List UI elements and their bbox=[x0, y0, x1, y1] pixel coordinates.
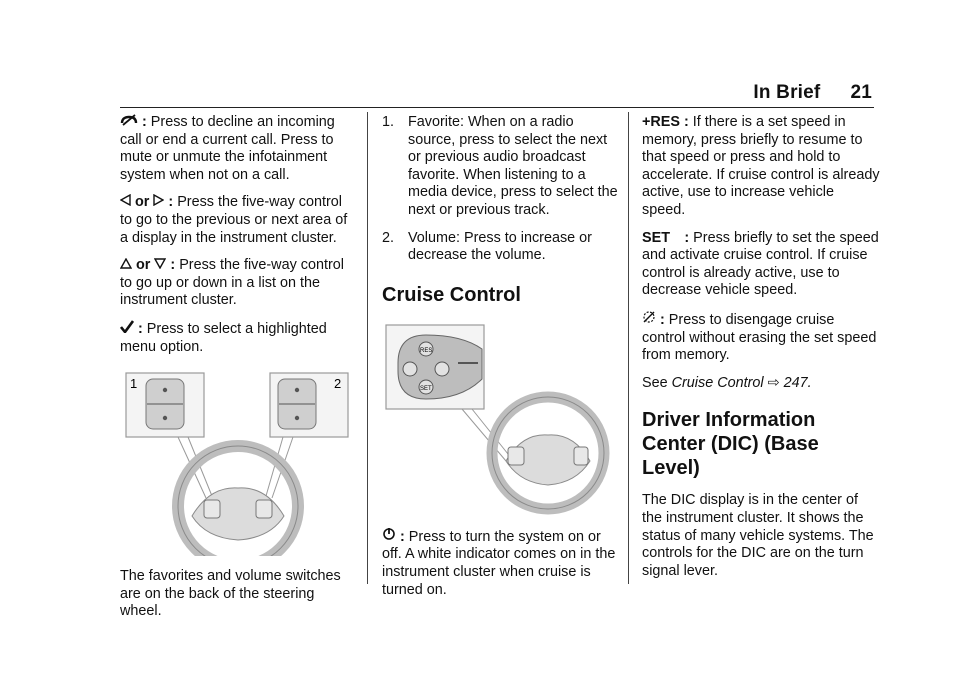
callout-1-label: 1 bbox=[130, 376, 138, 392]
page-number: 21 bbox=[850, 82, 872, 103]
cruise-control-heading: Cruise Control bbox=[382, 283, 521, 306]
list-item: 2. Volume: Press to increase or decrease the volume. bbox=[382, 229, 592, 264]
checkmark-icon bbox=[120, 320, 134, 339]
column-2 bbox=[382, 114, 620, 609]
right-wheel-switch bbox=[574, 447, 588, 465]
column-1 bbox=[120, 114, 352, 631]
cancel-paragraph: : Press to disengage cruise control without erasing the set speed from memory. bbox=[642, 311, 877, 364]
dic-paragraph: The DIC display is in the center of the instrument cluster. It shows the status of many vehicle systems. The controls for the DIC are on the turn signal lever. bbox=[642, 492, 874, 579]
select-paragraph: : Press to select a highlighted menu option. bbox=[120, 320, 327, 355]
left-wheel-switch bbox=[204, 500, 220, 518]
right-wheel-switch bbox=[256, 500, 272, 518]
dic-heading: Driver Information Center (DIC) (Base Level) bbox=[642, 409, 819, 480]
steering-wheel-back-figure bbox=[120, 366, 352, 556]
power-button bbox=[435, 362, 449, 376]
page-ref-number[interactable]: 247. bbox=[783, 374, 812, 391]
column-divider-1 bbox=[367, 112, 368, 584]
svg-text:RES: RES bbox=[420, 347, 433, 354]
end-call-icon bbox=[120, 114, 138, 132]
end-call-paragraph: : Press to decline an incoming call or end a current call. Press to mute or unmute the infotainment system when not on a call. bbox=[120, 114, 335, 183]
cancel-cruise-icon bbox=[642, 310, 656, 330]
column-divider-2 bbox=[628, 112, 629, 584]
res-paragraph: +RES : If there is a set speed in memory, press briefly to resume to that speed or press and hold to accelerate. If cruise control is already active, use to increase vehicle speed. bbox=[642, 114, 880, 218]
see-reference-paragraph: See Cruise Control ⇨ 247. bbox=[642, 374, 812, 391]
up-arrow-icon bbox=[120, 257, 132, 275]
cancel-button bbox=[403, 362, 417, 376]
left-right-paragraph: or : Press the five-way control to go to the previous or next area of a display in the instrument cluster. bbox=[120, 194, 348, 246]
svg-text:SET: SET bbox=[420, 385, 432, 392]
right-arrow-icon bbox=[153, 194, 164, 212]
page-header bbox=[753, 82, 872, 104]
up-down-paragraph: or : Press the five-way control to go up or down in a list on the instrument cluster. bbox=[120, 257, 344, 309]
header-rule bbox=[120, 107, 874, 108]
list-item: 1. Favorite: When on a radio source, press to select the next or previous audio broadcast favorite. When listening to a media device, press to select the next or previous track. bbox=[382, 114, 618, 218]
section-title: In Brief bbox=[753, 82, 821, 103]
callout-2-label: 2 bbox=[334, 376, 342, 392]
set-paragraph: SET : Press briefly to set the speed and activate cruise control. If cruise control is already active, use to decrease vehicle speed. bbox=[642, 229, 879, 299]
cruise-control-figure bbox=[382, 319, 620, 515]
down-arrow-icon bbox=[154, 257, 166, 275]
switch-list bbox=[382, 114, 620, 265]
left-arrow-icon bbox=[120, 194, 131, 212]
column-3 bbox=[642, 114, 880, 590]
figure-caption: The favorites and volume switches are on the back of the steering wheel. bbox=[120, 568, 341, 620]
cruise-power-paragraph: : Press to turn the system on or off. A white indicator comes on in the instrument cluster when cruise is turned on. bbox=[382, 528, 616, 598]
cruise-control-link[interactable]: Cruise Control bbox=[671, 374, 764, 391]
left-wheel-switch bbox=[508, 447, 524, 465]
cruise-power-icon bbox=[382, 527, 396, 547]
page-ref-arrow-icon: ⇨ bbox=[767, 374, 780, 391]
